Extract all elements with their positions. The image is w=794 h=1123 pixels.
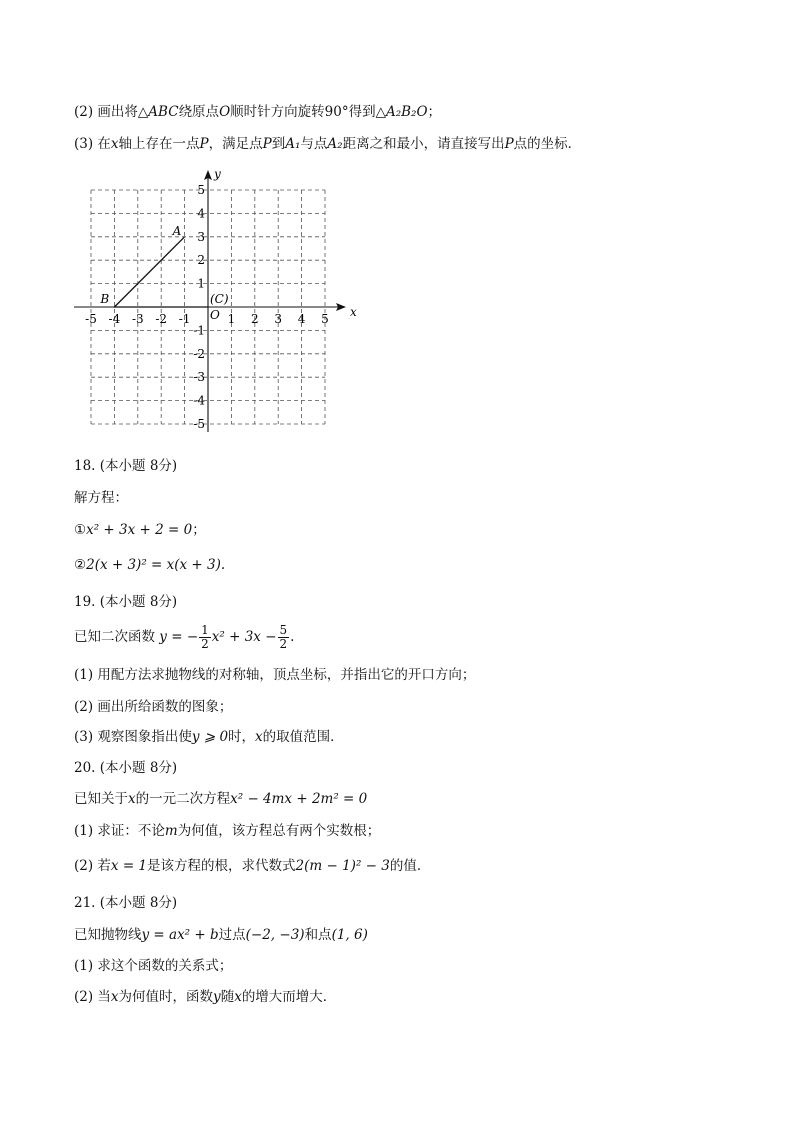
x-tick-label: 4 xyxy=(297,312,306,326)
x-tick-label: -3 xyxy=(131,312,144,326)
coordinate-grid-figure xyxy=(70,166,360,438)
q21-part-2: (2) 当x为何值时，函数y随x的增大而增大． xyxy=(74,989,337,1005)
triangle-abc xyxy=(99,224,228,307)
point-b-label: B xyxy=(100,292,110,306)
x-tick-label: -4 xyxy=(108,312,121,326)
problem-17-part-2: (2) 画出将△ABC绕原点O顺时针方向旋转90°得到△A₂B₂O； xyxy=(74,104,442,120)
point-a-label: A xyxy=(172,223,182,238)
q20-part-1: (1) 求证：不论m为何值，该方程总有两个实数根； xyxy=(74,823,381,839)
q21-part-1: (1) 求这个函数的关系式； xyxy=(74,958,233,974)
y-tick-label: 1 xyxy=(197,276,205,291)
fraction-one-half: $\frac{1}{2}$ xyxy=(201,623,209,651)
y-tick-label: -2 xyxy=(193,346,205,361)
x-tick-label: -5 xyxy=(85,312,97,326)
y-tick-label: 5 xyxy=(197,183,205,197)
q18-equation-2: ②2(x + 3)² = x(x + 3). xyxy=(74,557,226,573)
q20-header: 20. (本小题 8分) xyxy=(74,760,178,776)
q19-header: 19. (本小题 8分) xyxy=(74,594,178,610)
q19-part-3: (3) 观察图象指出使y ⩾ 0时，x的取值范围． xyxy=(74,729,344,745)
x-tick-label: 2 xyxy=(250,312,259,326)
q21-header: 21. (本小题 8分) xyxy=(74,895,178,911)
y-tick-label: 4 xyxy=(197,206,205,221)
x-axis-label: x xyxy=(350,305,357,319)
q18-equation-1: ①x² + 3x + 2 = 0； xyxy=(74,522,206,538)
q19-part-2: (2) 画出所给函数的图象； xyxy=(74,699,233,715)
y-tick-label: 2 xyxy=(197,253,205,268)
y-tick-label: -4 xyxy=(193,393,205,408)
y-tick-label: -5 xyxy=(193,417,205,431)
fraction-five-halves: $\frac{5}{2}$ xyxy=(279,623,288,651)
y-tick-label: -3 xyxy=(193,370,205,385)
y-axis-label: y xyxy=(214,167,221,181)
q18-intro: 解方程： xyxy=(74,490,128,506)
q19-intro: 已知二次函数 y = − $\frac{1}{2}$ x² + 3x − $\frac{5}{2}$ . xyxy=(74,623,295,651)
x-tick-label: -2 xyxy=(155,312,168,326)
q20-part-2: (2) 若x = 1是该方程的根，求代数式2(m − 1)² − 3的值． xyxy=(74,858,431,874)
q20-intro: 已知关于x的一元二次方程x² − 4mx + 2m² = 0 xyxy=(74,791,368,807)
x-tick-label: -1 xyxy=(178,312,191,326)
point-c-label: (C) xyxy=(210,292,229,306)
problem-17-part-3: (3) 在x轴上存在一点P，满足点P到A₁与点A₂距离之和最小，请直接写出P点的坐标． xyxy=(74,136,582,152)
x-tick-label: 1 xyxy=(227,312,236,326)
q21-intro: 已知抛物线y = ax² + b过点(−2, −3)和点(1, 6) xyxy=(74,927,368,943)
origin-label: O xyxy=(210,308,220,322)
x-tick-label: 3 xyxy=(274,312,283,326)
q18-header: 18. (本小题 8分) xyxy=(74,458,178,474)
q19-part-1: (1) 用配方法求抛物线的对称轴，顶点坐标，并指出它的开口方向； xyxy=(74,667,476,683)
x-tick-label: 5 xyxy=(321,312,329,326)
y-tick-label: -1 xyxy=(193,323,205,338)
y-tick-label: 3 xyxy=(197,229,205,244)
